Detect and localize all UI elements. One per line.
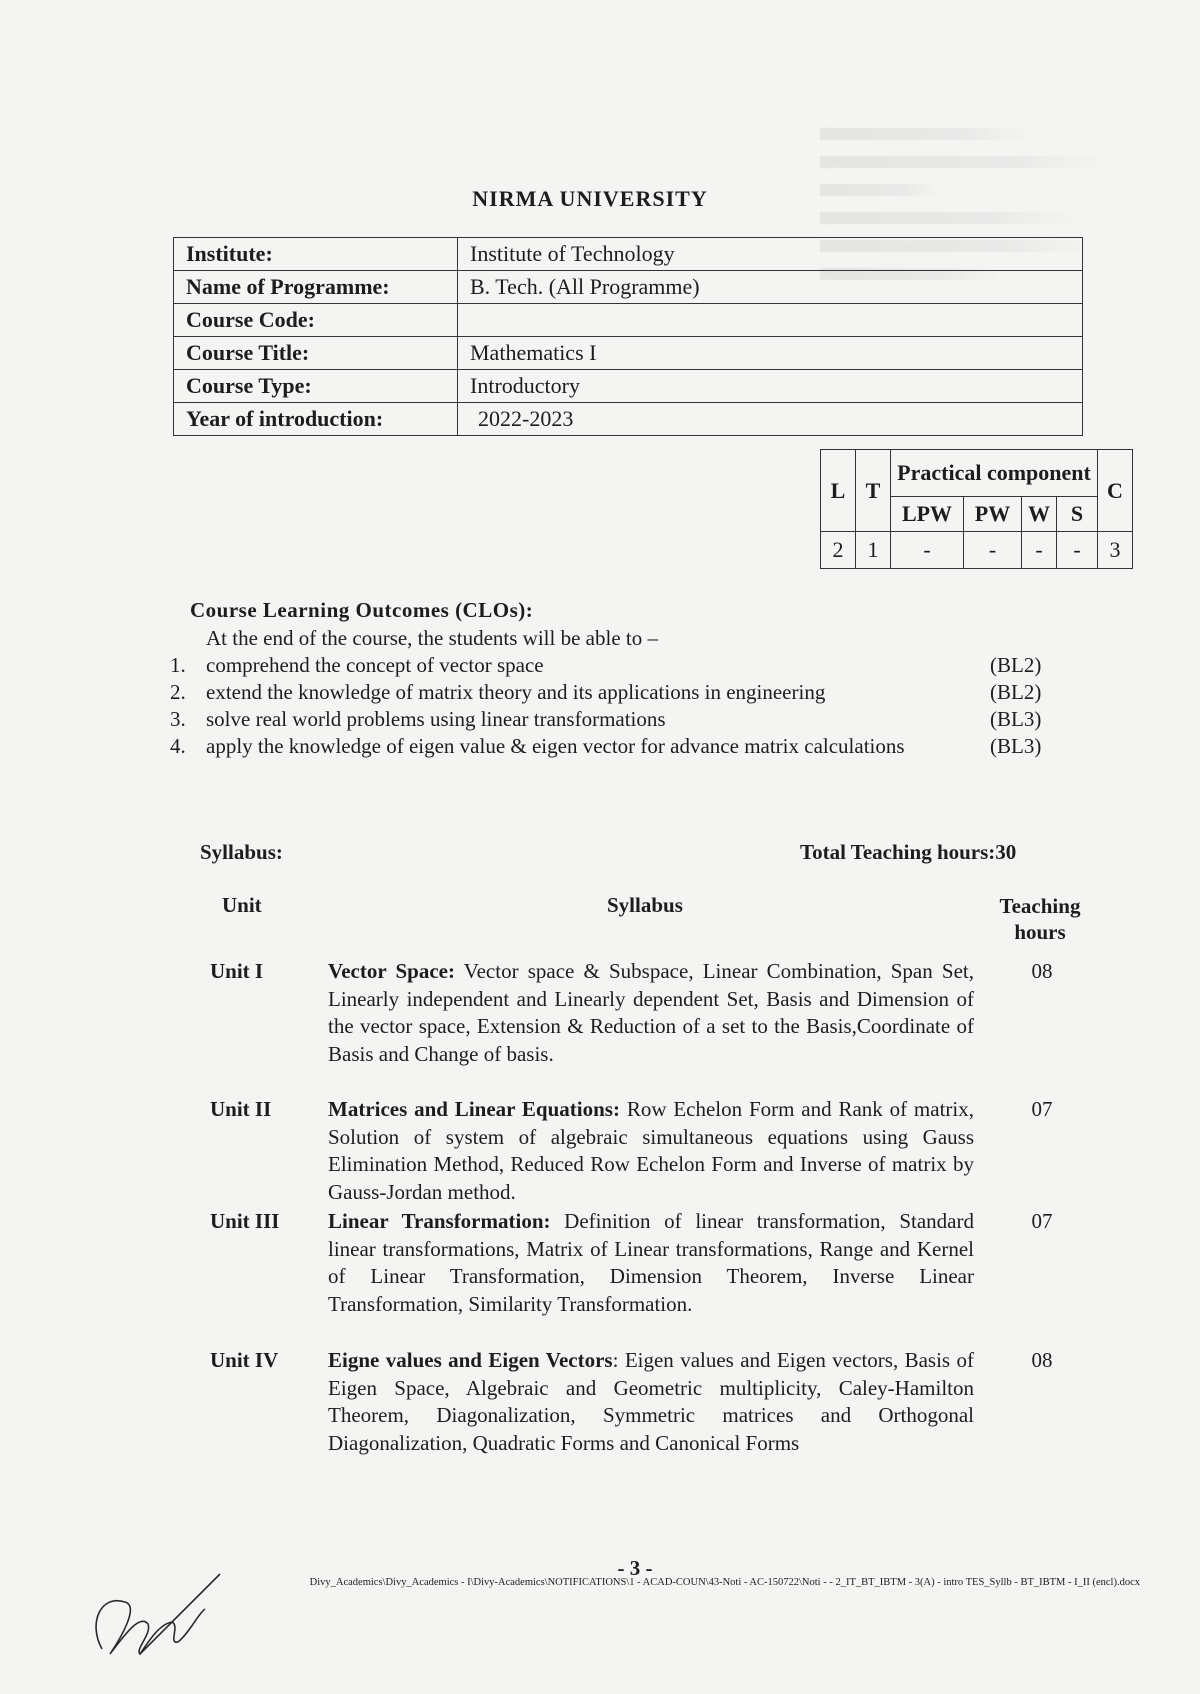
institute-value: Institute of Technology — [458, 238, 1083, 271]
unit-content — [328, 1347, 974, 1457]
year-label: Year of introduction: — [174, 403, 458, 436]
table-row — [174, 403, 1083, 436]
course-info-table — [173, 237, 1083, 436]
w-header: W — [1022, 497, 1057, 532]
clo-bloom-level: (BL3) — [990, 734, 1042, 758]
unit-label: Unit I — [210, 959, 264, 983]
university-title: NIRMA UNIVERSITY — [472, 186, 708, 211]
table-row — [174, 271, 1083, 304]
page-number: - 3 - — [617, 1556, 653, 1580]
unit-description: Row Echelon Form and Rank of matrix, Solution of system of algebraic simultaneous equations using Gauss Elimination Method, Reduced Row Echelon Form and Inverse of matrix by Gauss-Jordan method. — [328, 1097, 975, 1204]
syllabus-unit-row — [200, 958, 1110, 1068]
unit-hours: 08 — [1031, 1348, 1053, 1372]
programme-label: Name of Programme: — [174, 271, 458, 304]
clo-bloom-level: (BL2) — [990, 680, 1042, 704]
course-title-label: Course Title: — [174, 337, 458, 370]
pw-value: - — [964, 532, 1022, 569]
course-type-label: Course Type: — [174, 370, 458, 403]
clo-text: comprehend the concept of vector space — [206, 653, 544, 677]
unit-description: : Eigen values and Eigen vectors, Basis of Eigen Space, Algebraic and Geometric multiplicity, Caley-Hamilton Theorem, Diagonalization, Symmetric matrices and Orthogonal Diagonalization, Quadratic Forms and Canonical Forms — [328, 1348, 974, 1455]
course-title-value: Mathematics I — [458, 337, 1083, 370]
unit-hours: 08 — [1031, 959, 1053, 983]
tutorial-value: 1 — [856, 532, 891, 569]
w-value: - — [1022, 532, 1057, 569]
syllabus-heading: Syllabus: — [200, 840, 283, 864]
course-type-value: Introductory — [458, 370, 1083, 403]
unit-content — [328, 958, 974, 1068]
unit-topic: Vector Space: — [328, 959, 455, 983]
list-item — [170, 733, 1050, 760]
list-item — [170, 706, 1050, 733]
clo-number: 2. — [170, 680, 186, 704]
signature-icon — [80, 1554, 230, 1679]
unit-topic: Matrices and Linear Equations: — [328, 1097, 620, 1121]
syllabus-column-header: Syllabus — [607, 893, 683, 917]
s-value: - — [1057, 532, 1098, 569]
lecture-header: L — [821, 450, 856, 532]
unit-topic: Eigne values and Eigen Vectors — [328, 1348, 613, 1372]
credit-structure-table — [820, 449, 1133, 569]
table-row — [821, 450, 1133, 497]
clo-text: extend the knowledge of matrix theory and its applications in engineering — [206, 680, 826, 704]
total-teaching-hours: Total Teaching hours:30 — [800, 840, 1017, 864]
year-value: 2022-2023 — [458, 403, 1083, 436]
clo-bloom-level: (BL2) — [990, 653, 1042, 677]
unit-description: Vector space & Subspace, Linear Combination, Span Set, Linearly independent and Linearly dependent Set, Basis and Dimension of the vector space, Extension & Reduction of a set to the Basis,Coordinate of Basis and Change of basis. — [328, 959, 974, 1066]
clo-number: 4. — [170, 734, 186, 758]
pw-header: PW — [964, 497, 1022, 532]
lecture-value: 2 — [821, 532, 856, 569]
table-row — [821, 532, 1133, 569]
list-item — [170, 679, 1050, 706]
hours-column-header: Teaching hours — [999, 894, 1081, 944]
lpw-value: - — [891, 532, 964, 569]
table-row — [174, 370, 1083, 403]
table-row — [174, 238, 1083, 271]
unit-hours: 07 — [1031, 1097, 1053, 1121]
unit-label: Unit III — [210, 1209, 280, 1233]
unit-column-header: Unit — [222, 893, 262, 917]
clo-bloom-level: (BL3) — [990, 707, 1042, 731]
credit-value: 3 — [1098, 532, 1133, 569]
unit-content — [328, 1208, 974, 1318]
practical-header: Practical component — [891, 450, 1098, 497]
course-code-value — [458, 304, 1083, 337]
clo-text: solve real world problems using linear transformations — [206, 707, 666, 731]
unit-label: Unit II — [210, 1097, 272, 1121]
syllabus-unit-row — [200, 1208, 1110, 1318]
syllabus-unit-row — [200, 1347, 1110, 1457]
unit-content — [328, 1096, 974, 1206]
institute-label: Institute: — [174, 238, 458, 271]
unit-description: Definition of linear transformation, Standard linear transformations, Matrix of Linear transformations, Range and Kernel of Linear Transformation, Dimension Theorem, Inverse Linear Transformation, Similarity Transformation. — [328, 1209, 974, 1316]
table-row — [174, 337, 1083, 370]
clo-text: apply the knowledge of eigen value & eigen vector for advance matrix calculations — [206, 734, 905, 758]
credit-header: C — [1098, 450, 1133, 532]
lpw-header: LPW — [891, 497, 964, 532]
clo-intro: At the end of the course, the students will be able to – — [206, 626, 658, 650]
clo-list — [170, 652, 1050, 760]
syllabus-unit-row — [200, 1096, 1110, 1206]
table-row — [174, 304, 1083, 337]
unit-label: Unit IV — [210, 1348, 279, 1372]
file-path-footer: Divy_Academics\Divy_Academics - I\Divy-Academics\NOTIFICATIONS\1 - ACAD-COUN\43-Noti - AC-150722\Noti - - 2_IT_BT_IBTM - 3(A) - intro TES_Syllb - BT_IBTM - I_II (encl).docx — [309, 1577, 1140, 1588]
unit-topic: Linear Transformation: — [328, 1209, 551, 1233]
tutorial-header: T — [856, 450, 891, 532]
unit-hours: 07 — [1031, 1209, 1053, 1233]
clo-number: 1. — [170, 653, 186, 677]
programme-value: B. Tech. (All Programme) — [458, 271, 1083, 304]
list-item — [170, 652, 1050, 679]
course-code-label: Course Code: — [174, 304, 458, 337]
s-header: S — [1057, 497, 1098, 532]
clo-heading: Course Learning Outcomes (CLOs): — [190, 598, 534, 622]
clo-number: 3. — [170, 707, 186, 731]
